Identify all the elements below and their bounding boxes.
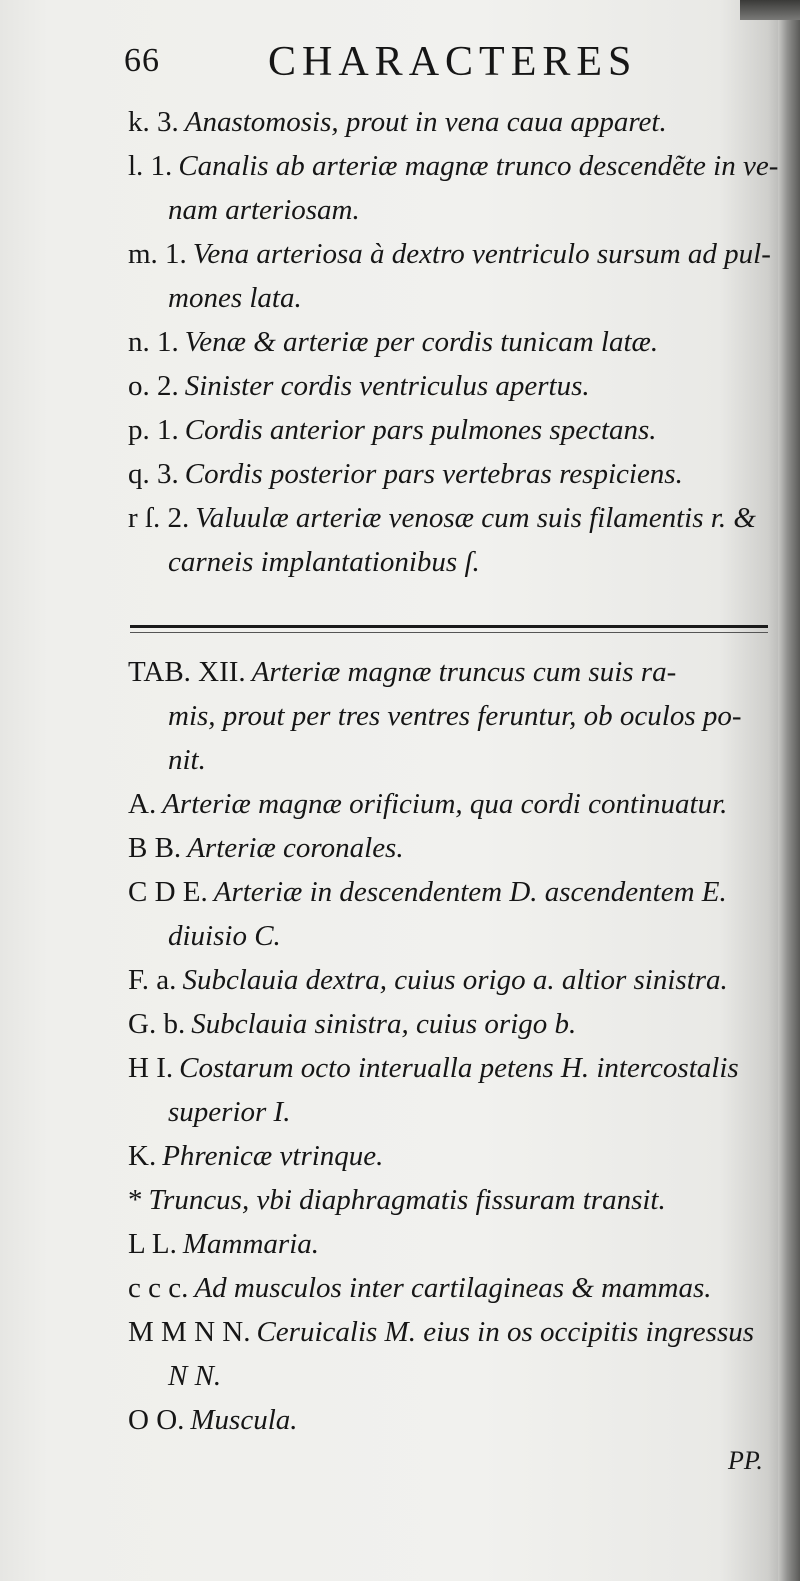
legend-entry-continuation: mones lata. bbox=[168, 282, 302, 314]
legend-entry: p. 1. Cordis anterior pars pulmones spectans. bbox=[128, 414, 657, 446]
catchword: PP. bbox=[728, 1446, 763, 1475]
page-gutter bbox=[778, 0, 800, 1581]
legend-entry: o. 2. Sinister cordis ventriculus apertus. bbox=[128, 370, 590, 402]
running-title: CHARACTERES bbox=[268, 39, 638, 85]
legend-entry-continuation: nit. bbox=[168, 744, 206, 776]
page-header bbox=[120, 38, 680, 98]
legend-entry: G. b. Subclauia sinistra, cuius origo b. bbox=[128, 1008, 577, 1040]
legend-entry: B B. Arteriæ coronales. bbox=[128, 832, 404, 864]
page-number: 66 bbox=[124, 42, 160, 79]
legend-entry: C D E. Arteriæ in descendentem D. ascendentem E. bbox=[128, 876, 727, 908]
legend-entry: F. a. Subclauia dextra, cuius origo a. altior sinistra. bbox=[128, 964, 728, 996]
section-divider-rule-thin bbox=[130, 632, 768, 633]
legend-entry-continuation: diuisio C. bbox=[168, 920, 281, 952]
page-edge-shadow bbox=[740, 0, 800, 20]
legend-entry: k. 3. Anastomosis, prout in vena caua apparet. bbox=[128, 106, 667, 138]
table-heading-entry: TAB. XII. Arteriæ magnæ truncus cum suis ra- bbox=[128, 656, 677, 688]
legend-entry-continuation: mis, prout per tres ventres feruntur, ob oculos po- bbox=[168, 700, 742, 732]
legend-entry: l. 1. Canalis ab arteriæ magnæ trunco descendẽte in ve- bbox=[128, 150, 779, 182]
legend-entry: r ſ. 2. Valuulæ arteriæ venosæ cum suis filamentis r. & bbox=[128, 502, 756, 534]
legend-entry-continuation: carneis implantationibus ſ. bbox=[168, 546, 480, 578]
legend-entry: K. Phrenicæ vtrinque. bbox=[128, 1140, 384, 1172]
legend-entry: H I. Costarum octo interualla petens H. intercostalis bbox=[128, 1052, 739, 1084]
legend-entry: c c c. Ad musculos inter cartilagineas & mammas. bbox=[128, 1272, 712, 1304]
legend-section-2 bbox=[128, 650, 778, 1442]
legend-entry: q. 3. Cordis posterior pars vertebras respiciens. bbox=[128, 458, 683, 490]
legend-section-1 bbox=[128, 100, 778, 584]
legend-entry-continuation: superior I. bbox=[168, 1096, 291, 1128]
section-divider-rule bbox=[130, 625, 768, 628]
legend-entry: M M N N. Ceruicalis M. eius in os occipitis ingressus bbox=[128, 1316, 755, 1348]
legend-entry: m. 1. Vena arteriosa à dextro ventriculo sursum ad pul- bbox=[128, 238, 771, 270]
legend-entry: A. Arteriæ magnæ orificium, qua cordi continuatur. bbox=[128, 788, 728, 820]
legend-entry: * Truncus, vbi diaphragmatis fissuram transit. bbox=[128, 1184, 666, 1216]
legend-entry-continuation: nam arteriosam. bbox=[168, 194, 360, 226]
legend-entry: n. 1. Venæ & arteriæ per cordis tunicam latæ. bbox=[128, 326, 659, 358]
legend-entry: L L. Mammaria. bbox=[128, 1228, 319, 1260]
legend-entry: O O. Muscula. bbox=[128, 1404, 298, 1436]
legend-entry-continuation: N N. bbox=[168, 1360, 222, 1392]
